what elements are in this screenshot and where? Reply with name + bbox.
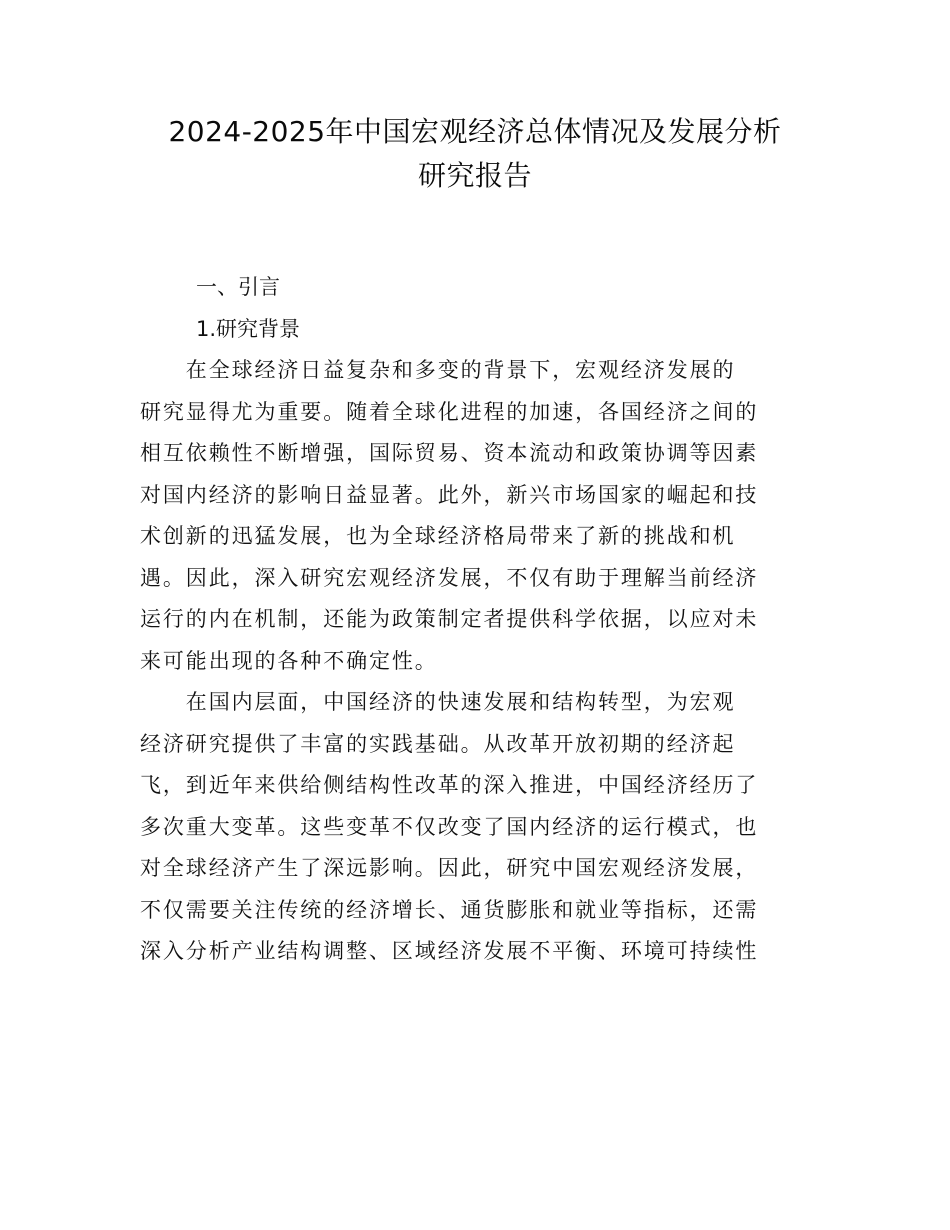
paragraph-1 xyxy=(140,350,812,682)
paragraph-line: 在国内层面，中国经济的快速发展和结构转型，为宏观 xyxy=(140,690,736,714)
paragraph-line: 在全球经济日益复杂和多变的背景下，宏观经济发展的 xyxy=(140,358,736,382)
paragraph-line: 对国内经济的影响日益显著。此外，新兴市场国家的崛起和技 xyxy=(140,482,759,507)
paragraph-line: 不仅需要关注传统的经济增长、通货膨胀和就业等指标，还需 xyxy=(140,897,759,922)
paragraph-line: 深入分析产业结构调整、区域经济发展不平衡、环境可持续性 xyxy=(140,939,759,963)
document-body xyxy=(140,266,812,973)
paragraph-line: 飞，到近年来供给侧结构性改革的深入推进，中国经济经历了 xyxy=(140,773,759,797)
paragraph-2 xyxy=(140,682,812,973)
paragraph-line: 研究显得尤为重要。随着全球化进程的加速，各国经济之间的 xyxy=(140,399,759,424)
paragraph-line: 经济研究提供了丰富的实践基础。从改革开放初期的经济起 xyxy=(140,731,736,756)
paragraph-line: 相互依赖性不断增强，国际贸易、资本流动和政策协调等因素 xyxy=(140,441,759,465)
paragraph-line: 遇。因此，深入研究宏观经济发展，不仅有助于理解当前经济 xyxy=(140,565,759,590)
title-line-1: 2024-2025年中国宏观经济总体情况及发展分析 xyxy=(168,115,782,148)
paragraph-line: 术创新的迅猛发展，也为全球经济格局带来了新的挑战和机 xyxy=(140,524,736,548)
subsection-heading: 1.研究背景 xyxy=(196,317,301,341)
title-line-2: 研究报告 xyxy=(417,159,532,192)
paragraph-line: 来可能出现的各种不确定性。 xyxy=(140,648,438,673)
document-title xyxy=(0,110,950,198)
section-heading: 一、引言 xyxy=(196,275,280,299)
paragraph-line: 运行的内在机制，还能为政策制定者提供科学依据，以应对未 xyxy=(140,607,759,631)
paragraph-line: 对全球经济产生了深远影响。因此，研究中国宏观经济发展， xyxy=(140,856,759,880)
paragraph-line: 多次重大变革。这些变革不仅改变了国内经济的运行模式，也 xyxy=(140,814,759,839)
